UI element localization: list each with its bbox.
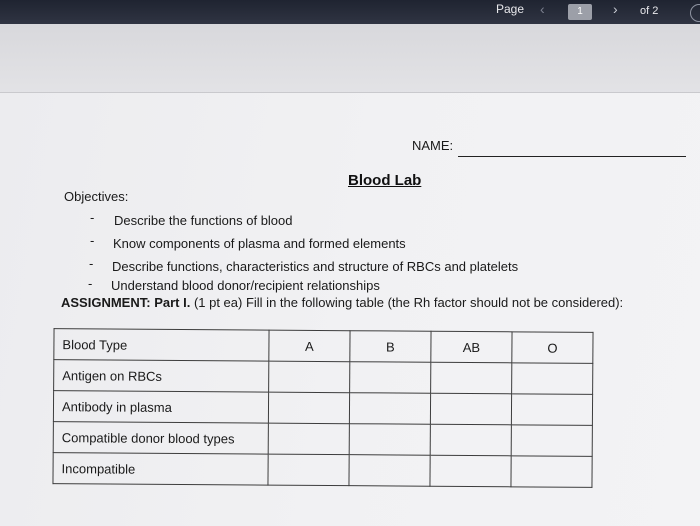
page-total: of 2 bbox=[640, 5, 659, 17]
table-header-cell: Blood Type bbox=[54, 329, 269, 362]
answer-cell[interactable] bbox=[349, 424, 430, 456]
answer-cell[interactable] bbox=[349, 455, 430, 487]
objective-item: Describe functions, characteristics and structure of RBCs and platelets bbox=[112, 259, 519, 274]
next-page-icon[interactable]: › bbox=[613, 1, 618, 17]
document-title: Blood Lab bbox=[348, 172, 422, 189]
bullet-dash: - bbox=[90, 233, 95, 248]
answer-cell[interactable] bbox=[430, 455, 511, 487]
answer-cell[interactable] bbox=[268, 454, 349, 486]
answer-cell[interactable] bbox=[430, 393, 511, 425]
row-label: Antigen on RBCs bbox=[54, 360, 269, 393]
bullet-dash: - bbox=[89, 256, 94, 271]
table-header-cell: B bbox=[350, 331, 431, 363]
name-field-line bbox=[458, 156, 686, 157]
table-header-cell: O bbox=[512, 332, 593, 364]
answer-cell[interactable] bbox=[512, 363, 593, 395]
row-label: Incompatible bbox=[53, 453, 268, 486]
answer-cell[interactable] bbox=[349, 393, 430, 425]
objective-item: Describe the functions of blood bbox=[114, 213, 293, 228]
assignment-text: (1 pt ea) Fill in the following table (the Rh factor should not be considered): bbox=[193, 295, 624, 310]
blood-type-table bbox=[52, 328, 593, 488]
table-header-cell: AB bbox=[431, 331, 512, 363]
answer-cell[interactable] bbox=[431, 362, 512, 394]
answer-cell[interactable] bbox=[511, 425, 592, 457]
previous-page-icon[interactable]: ‹ bbox=[540, 1, 545, 17]
answer-cell[interactable] bbox=[350, 362, 431, 394]
pdf-viewer-toolbar bbox=[0, 0, 700, 24]
current-page-input[interactable]: 1 bbox=[568, 4, 592, 20]
page-label: Page bbox=[496, 2, 525, 16]
row-label: Compatible donor blood types bbox=[53, 422, 268, 455]
page-gap bbox=[0, 24, 700, 94]
objective-item: Know components of plasma and formed elements bbox=[113, 236, 406, 251]
name-label: NAME: bbox=[412, 138, 454, 153]
table-header-row bbox=[54, 329, 593, 364]
answer-cell[interactable] bbox=[268, 423, 349, 455]
assignment-label: ASSIGNMENT: bbox=[61, 295, 151, 310]
answer-cell[interactable] bbox=[268, 392, 349, 424]
row-label: Antibody in plasma bbox=[53, 391, 268, 424]
bullet-dash: - bbox=[90, 210, 95, 225]
bullet-dash: - bbox=[88, 276, 93, 291]
table-row bbox=[54, 360, 593, 395]
answer-cell[interactable] bbox=[511, 394, 592, 426]
table-row bbox=[53, 391, 592, 426]
answer-cell[interactable] bbox=[269, 361, 350, 393]
refresh-icon[interactable] bbox=[690, 4, 700, 22]
objective-item: Understand blood donor/recipient relationships bbox=[111, 278, 380, 293]
answer-cell[interactable] bbox=[430, 424, 511, 456]
assignment-instructions bbox=[61, 295, 623, 310]
answer-cell[interactable] bbox=[511, 456, 592, 488]
table-row bbox=[53, 453, 592, 488]
table-header-cell: A bbox=[269, 330, 350, 362]
assignment-part: Part I. bbox=[154, 295, 191, 310]
table-row bbox=[53, 422, 592, 457]
objectives-heading: Objectives: bbox=[64, 189, 129, 204]
